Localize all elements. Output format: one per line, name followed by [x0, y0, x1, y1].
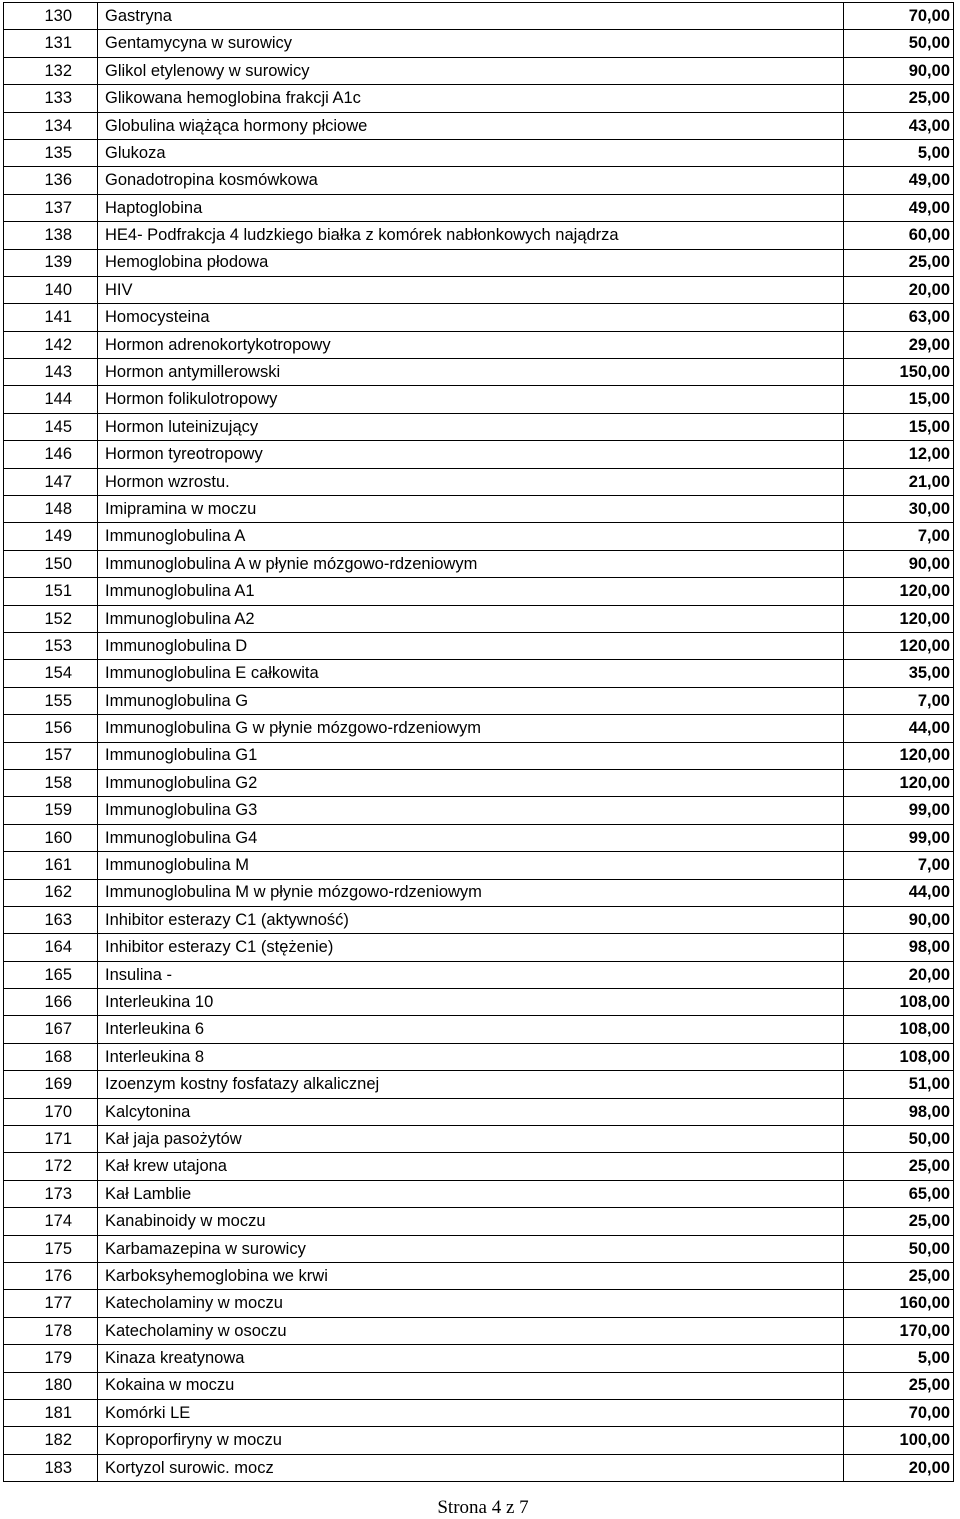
test-price: 120,00 [844, 605, 954, 632]
test-name: Immunoglobulina G4 [98, 824, 844, 851]
row-number: 133 [4, 85, 98, 112]
test-name: Interleukina 8 [98, 1043, 844, 1070]
test-name: Immunoglobulina E całkowita [98, 660, 844, 687]
row-number: 156 [4, 715, 98, 742]
test-name: Hormon folikulotropowy [98, 386, 844, 413]
test-name: Kortyzol surowic. mocz [98, 1454, 844, 1481]
test-name: Interleukina 10 [98, 989, 844, 1016]
test-name: Immunoglobulina M [98, 852, 844, 879]
row-number: 175 [4, 1235, 98, 1262]
test-name: Immunoglobulina M w płynie mózgowo-rdzeniowym [98, 879, 844, 906]
test-name: Hormon tyreotropowy [98, 441, 844, 468]
test-price: 12,00 [844, 441, 954, 468]
test-name: Imipramina w moczu [98, 496, 844, 523]
table-row [4, 1016, 954, 1043]
row-number: 148 [4, 496, 98, 523]
table-row [4, 3, 954, 30]
test-price: 65,00 [844, 1180, 954, 1207]
test-name: Kinaza kreatynowa [98, 1345, 844, 1372]
test-name: Kokaina w moczu [98, 1372, 844, 1399]
test-price: 43,00 [844, 112, 954, 139]
table-row [4, 331, 954, 358]
row-number: 162 [4, 879, 98, 906]
price-list-body [4, 3, 954, 1482]
test-name: Homocysteina [98, 304, 844, 331]
test-name: Hormon luteinizujący [98, 413, 844, 440]
table-row [4, 30, 954, 57]
row-number: 163 [4, 906, 98, 933]
row-number: 134 [4, 112, 98, 139]
row-number: 153 [4, 632, 98, 659]
table-row [4, 139, 954, 166]
table-row [4, 441, 954, 468]
test-price: 98,00 [844, 934, 954, 961]
test-price: 25,00 [844, 1372, 954, 1399]
table-row [4, 632, 954, 659]
test-price: 120,00 [844, 742, 954, 769]
table-row [4, 605, 954, 632]
test-name: Komórki LE [98, 1399, 844, 1426]
row-number: 173 [4, 1180, 98, 1207]
test-name: Kanabinoidy w moczu [98, 1208, 844, 1235]
table-row [4, 386, 954, 413]
test-name: Immunoglobulina A w płynie mózgowo-rdzeniowym [98, 550, 844, 577]
test-name: Immunoglobulina G w płynie mózgowo-rdzeniowym [98, 715, 844, 742]
row-number: 166 [4, 989, 98, 1016]
test-price: 20,00 [844, 961, 954, 988]
test-price: 108,00 [844, 989, 954, 1016]
test-price: 150,00 [844, 359, 954, 386]
price-list-table [3, 2, 954, 1482]
table-row [4, 468, 954, 495]
test-name: Immunoglobulina A2 [98, 605, 844, 632]
test-name: Immunoglobulina A [98, 523, 844, 550]
row-number: 165 [4, 961, 98, 988]
page-footer [0, 1497, 960, 1519]
table-row [4, 769, 954, 796]
row-number: 154 [4, 660, 98, 687]
row-number: 183 [4, 1454, 98, 1481]
table-row [4, 742, 954, 769]
table-row [4, 715, 954, 742]
table-row [4, 1043, 954, 1070]
test-price: 25,00 [844, 1208, 954, 1235]
table-row [4, 1208, 954, 1235]
table-row [4, 989, 954, 1016]
test-name: Hormon antymillerowski [98, 359, 844, 386]
test-name: HIV [98, 276, 844, 303]
row-number: 155 [4, 687, 98, 714]
row-number: 150 [4, 550, 98, 577]
table-row [4, 1180, 954, 1207]
test-price: 120,00 [844, 769, 954, 796]
test-name: Hormon wzrostu. [98, 468, 844, 495]
table-row [4, 824, 954, 851]
table-row [4, 1399, 954, 1426]
row-number: 142 [4, 331, 98, 358]
test-name: Karboksyhemoglobina we krwi [98, 1262, 844, 1289]
table-row [4, 1454, 954, 1481]
test-price: 50,00 [844, 1126, 954, 1153]
row-number: 138 [4, 222, 98, 249]
row-number: 147 [4, 468, 98, 495]
table-row [4, 687, 954, 714]
row-number: 157 [4, 742, 98, 769]
test-price: 120,00 [844, 632, 954, 659]
test-price: 25,00 [844, 1262, 954, 1289]
table-row [4, 359, 954, 386]
row-number: 161 [4, 852, 98, 879]
row-number: 176 [4, 1262, 98, 1289]
test-name: Immunoglobulina G3 [98, 797, 844, 824]
test-price: 170,00 [844, 1317, 954, 1344]
test-name: Gonadotropina kosmówkowa [98, 167, 844, 194]
row-number: 152 [4, 605, 98, 632]
test-price: 29,00 [844, 331, 954, 358]
table-row [4, 112, 954, 139]
table-row [4, 496, 954, 523]
test-price: 15,00 [844, 413, 954, 440]
test-price: 99,00 [844, 797, 954, 824]
row-number: 136 [4, 167, 98, 194]
row-number: 130 [4, 3, 98, 30]
test-price: 35,00 [844, 660, 954, 687]
test-name: Immunoglobulina G2 [98, 769, 844, 796]
page-number: Strona 4 z 7 [437, 1497, 529, 1518]
row-number: 137 [4, 194, 98, 221]
row-number: 151 [4, 578, 98, 605]
test-name: Glikowana hemoglobina frakcji A1c [98, 85, 844, 112]
table-row [4, 194, 954, 221]
test-price: 70,00 [844, 1399, 954, 1426]
test-price: 49,00 [844, 167, 954, 194]
row-number: 135 [4, 139, 98, 166]
row-number: 170 [4, 1098, 98, 1125]
row-number: 181 [4, 1399, 98, 1426]
test-name: Katecholaminy w moczu [98, 1290, 844, 1317]
row-number: 177 [4, 1290, 98, 1317]
table-row [4, 276, 954, 303]
test-name: Hemoglobina płodowa [98, 249, 844, 276]
row-number: 169 [4, 1071, 98, 1098]
row-number: 132 [4, 57, 98, 84]
test-name: Immunoglobulina G [98, 687, 844, 714]
test-price: 20,00 [844, 276, 954, 303]
test-price: 98,00 [844, 1098, 954, 1125]
row-number: 143 [4, 359, 98, 386]
test-price: 25,00 [844, 1153, 954, 1180]
test-name: Glukoza [98, 139, 844, 166]
test-price: 21,00 [844, 468, 954, 495]
test-price: 90,00 [844, 906, 954, 933]
test-price: 51,00 [844, 1071, 954, 1098]
test-name: Immunoglobulina A1 [98, 578, 844, 605]
test-price: 30,00 [844, 496, 954, 523]
test-price: 99,00 [844, 824, 954, 851]
test-name: Interleukina 6 [98, 1016, 844, 1043]
row-number: 172 [4, 1153, 98, 1180]
row-number: 131 [4, 30, 98, 57]
table-row [4, 1071, 954, 1098]
row-number: 171 [4, 1126, 98, 1153]
row-number: 158 [4, 769, 98, 796]
test-name: Globulina wiążąca hormony płciowe [98, 112, 844, 139]
test-name: Karbamazepina w surowicy [98, 1235, 844, 1262]
test-price: 108,00 [844, 1043, 954, 1070]
test-price: 7,00 [844, 687, 954, 714]
test-name: Gentamycyna w surowicy [98, 30, 844, 57]
test-price: 25,00 [844, 85, 954, 112]
test-name: Kał jaja pasożytów [98, 1126, 844, 1153]
test-price: 50,00 [844, 1235, 954, 1262]
test-price: 49,00 [844, 194, 954, 221]
table-row [4, 1345, 954, 1372]
table-row [4, 550, 954, 577]
table-row [4, 578, 954, 605]
table-row [4, 57, 954, 84]
row-number: 141 [4, 304, 98, 331]
row-number: 180 [4, 1372, 98, 1399]
table-row [4, 304, 954, 331]
row-number: 159 [4, 797, 98, 824]
row-number: 168 [4, 1043, 98, 1070]
table-row [4, 1262, 954, 1289]
row-number: 140 [4, 276, 98, 303]
test-price: 160,00 [844, 1290, 954, 1317]
row-number: 145 [4, 413, 98, 440]
table-row [4, 523, 954, 550]
test-price: 90,00 [844, 550, 954, 577]
table-row [4, 1153, 954, 1180]
test-price: 100,00 [844, 1427, 954, 1454]
test-name: Izoenzym kostny fosfatazy alkalicznej [98, 1071, 844, 1098]
test-price: 44,00 [844, 879, 954, 906]
table-row [4, 1126, 954, 1153]
table-row [4, 961, 954, 988]
row-number: 164 [4, 934, 98, 961]
table-row [4, 1235, 954, 1262]
test-price: 25,00 [844, 249, 954, 276]
table-row [4, 1098, 954, 1125]
test-name: Kał Lamblie [98, 1180, 844, 1207]
table-row [4, 413, 954, 440]
table-row [4, 1427, 954, 1454]
row-number: 174 [4, 1208, 98, 1235]
row-number: 179 [4, 1345, 98, 1372]
test-price: 5,00 [844, 139, 954, 166]
test-name: Kał krew utajona [98, 1153, 844, 1180]
test-name: Koproporfiryny w moczu [98, 1427, 844, 1454]
test-price: 15,00 [844, 386, 954, 413]
test-name: Glikol etylenowy w surowicy [98, 57, 844, 84]
table-row [4, 1290, 954, 1317]
test-name: Gastryna [98, 3, 844, 30]
test-name: Insulina - [98, 961, 844, 988]
test-price: 90,00 [844, 57, 954, 84]
table-row [4, 85, 954, 112]
table-row [4, 167, 954, 194]
test-price: 120,00 [844, 578, 954, 605]
test-price: 108,00 [844, 1016, 954, 1043]
row-number: 182 [4, 1427, 98, 1454]
table-row [4, 1372, 954, 1399]
table-row [4, 797, 954, 824]
test-name: Immunoglobulina D [98, 632, 844, 659]
row-number: 167 [4, 1016, 98, 1043]
test-price: 44,00 [844, 715, 954, 742]
test-price: 50,00 [844, 30, 954, 57]
table-row [4, 852, 954, 879]
test-name: Kalcytonina [98, 1098, 844, 1125]
row-number: 149 [4, 523, 98, 550]
test-price: 7,00 [844, 852, 954, 879]
table-row [4, 934, 954, 961]
test-name: Hormon adrenokortykotropowy [98, 331, 844, 358]
row-number: 144 [4, 386, 98, 413]
test-name: HE4- Podfrakcja 4 ludzkiego białka z komórek nabłonkowych najądrza [98, 222, 844, 249]
test-name: Haptoglobina [98, 194, 844, 221]
test-name: Inhibitor esterazy C1 (stężenie) [98, 934, 844, 961]
test-price: 63,00 [844, 304, 954, 331]
row-number: 160 [4, 824, 98, 851]
row-number: 139 [4, 249, 98, 276]
table-row [4, 879, 954, 906]
table-row [4, 249, 954, 276]
test-price: 20,00 [844, 1454, 954, 1481]
test-name: Immunoglobulina G1 [98, 742, 844, 769]
test-price: 70,00 [844, 3, 954, 30]
table-row [4, 906, 954, 933]
test-price: 5,00 [844, 1345, 954, 1372]
row-number: 146 [4, 441, 98, 468]
test-price: 60,00 [844, 222, 954, 249]
row-number: 178 [4, 1317, 98, 1344]
test-price: 7,00 [844, 523, 954, 550]
test-name: Inhibitor esterazy C1 (aktywność) [98, 906, 844, 933]
table-row [4, 222, 954, 249]
table-row [4, 1317, 954, 1344]
test-name: Katecholaminy w osoczu [98, 1317, 844, 1344]
table-row [4, 660, 954, 687]
